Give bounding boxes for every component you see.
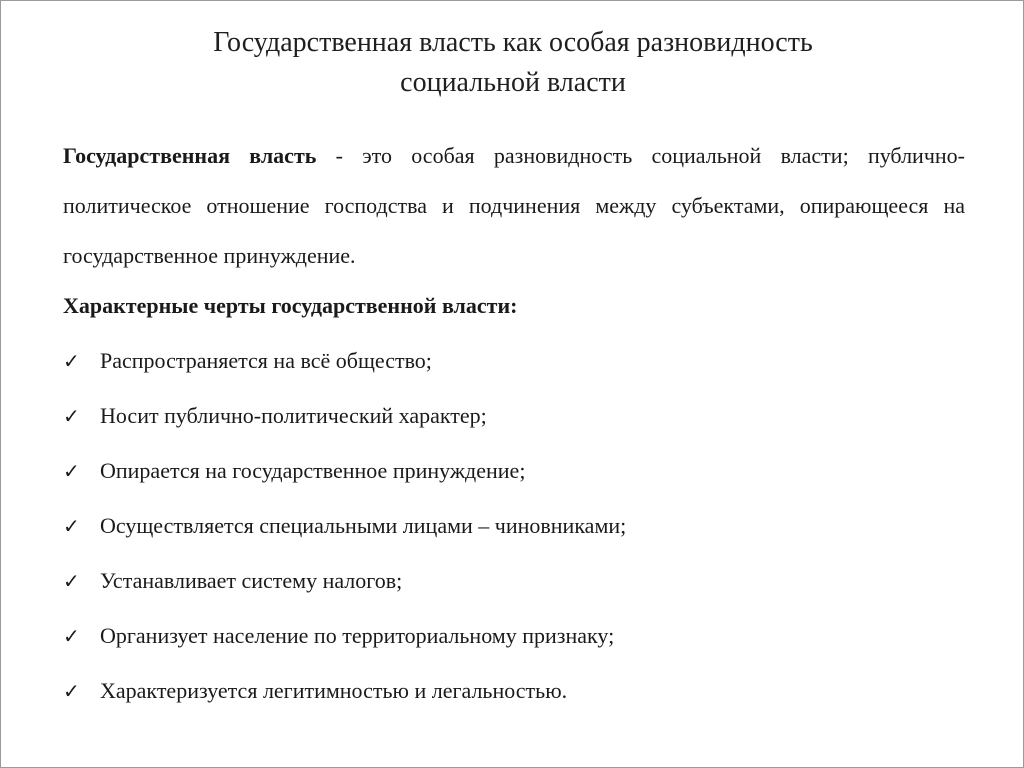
list-item-text: Опирается на государственное принуждение; [100,458,526,483]
features-heading: Характерные черты государственной власти: [63,293,518,318]
list-item [63,388,963,443]
check-icon: ✓ [63,624,80,648]
list-item-text: Распространяется на всё общество; [100,348,432,373]
list-item [63,333,963,388]
definition-text: - это особая разновидность социальной власти; публично-политическое отношение господства и подчинения между субъектами, опирающееся на государственное принуждение. [63,143,965,268]
features-list [63,333,963,718]
check-icon: ✓ [63,349,80,373]
list-item-text: Характеризуется легитимностью и легальностью. [100,678,568,703]
list-item-text: Организует население по территориальному признаку; [100,623,615,648]
definition-term: Государственная власть [63,143,317,168]
check-icon: ✓ [63,514,80,538]
list-item [63,608,963,663]
list-item [63,443,963,498]
list-item [63,498,963,553]
title-line-2: социальной власти [400,67,626,98]
title-line-1: Государственная власть как особая разновидность [213,27,813,58]
check-icon: ✓ [63,459,80,483]
list-item [63,553,963,608]
definition-paragraph [63,131,965,281]
check-icon: ✓ [63,404,80,428]
check-icon: ✓ [63,679,80,703]
check-icon: ✓ [63,569,80,593]
list-item-text: Устанавливает систему налогов; [100,568,403,593]
slide-title [61,23,965,103]
list-item-text: Носит публично-политический характер; [100,403,487,428]
list-item-text: Осуществляется специальными лицами – чиновниками; [100,513,627,538]
list-item [63,663,963,718]
